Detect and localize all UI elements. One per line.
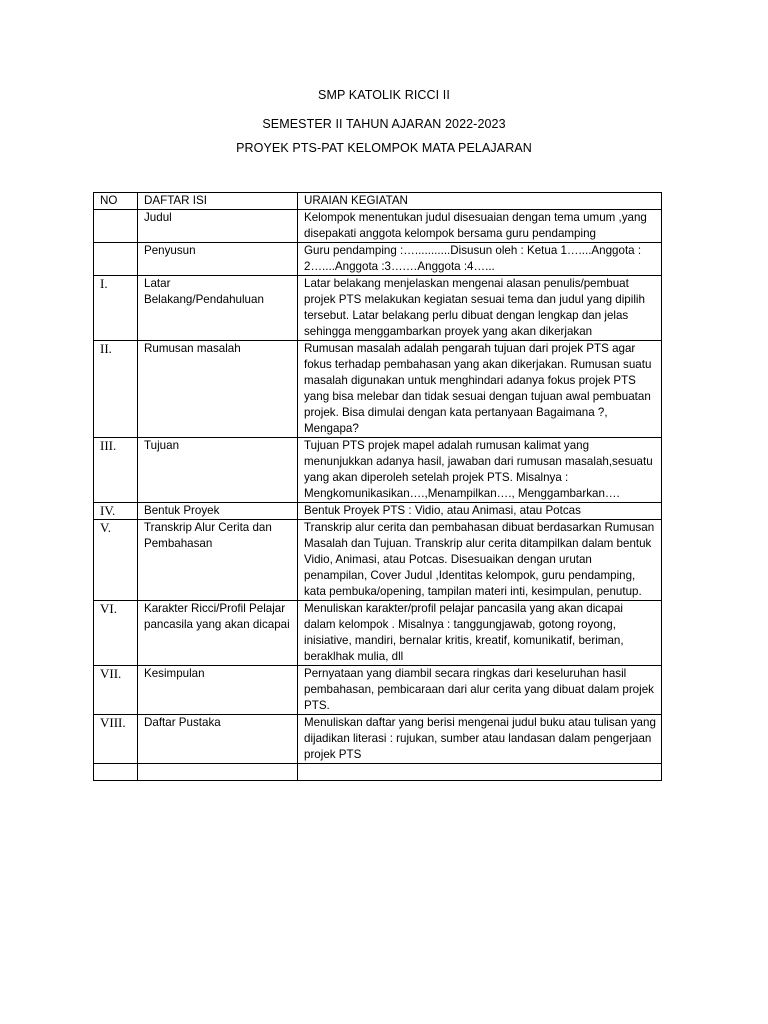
- row-section: Bentuk Proyek: [138, 503, 298, 520]
- column-header-uraian-kegiatan: URAIAN KEGIATAN: [298, 193, 662, 210]
- table-header-row: [94, 193, 662, 210]
- project-outline-table: [93, 192, 662, 781]
- table-row: [94, 341, 662, 438]
- project-title: PROYEK PTS-PAT KELOMPOK MATA PELAJARAN: [236, 141, 532, 155]
- table-row: [94, 210, 662, 243]
- semester-title: SEMESTER II TAHUN AJARAN 2022-2023: [262, 117, 506, 131]
- row-description: Pernyataan yang diambil secara ringkas dari keseluruhan hasil pembahasan, pembicaraan dari alur cerita yang dibuat dalam projek PTS.: [298, 666, 662, 715]
- row-number: II.: [94, 341, 138, 438]
- row-section: Karakter Ricci/Profil Pelajar pancasila yang akan dicapai: [138, 601, 298, 666]
- row-number: [94, 243, 138, 276]
- row-number: IV.: [94, 503, 138, 520]
- school-name: SMP KATOLIK RICCI II: [318, 88, 450, 102]
- row-description: Guru pendamping :…...........Disusun oleh : Ketua 1…....Anggota : 2…....Anggota :3….…Anggota :4…...: [298, 243, 662, 276]
- row-section: Latar Belakang/Pendahuluan: [138, 276, 298, 341]
- row-number: V.: [94, 520, 138, 601]
- row-section: Rumusan masalah: [138, 341, 298, 438]
- row-number: [94, 764, 138, 781]
- row-description: Bentuk Proyek PTS : Vidio, atau Animasi, atau Potcas: [298, 503, 662, 520]
- row-section: Daftar Pustaka: [138, 715, 298, 764]
- row-number: I.: [94, 276, 138, 341]
- row-description: Kelompok menentukan judul disesuaian dengan tema umum ,yang disepakati anggota kelompok bersama guru pendamping: [298, 210, 662, 243]
- row-description: Tujuan PTS projek mapel adalah rumusan kalimat yang menunjukkan adanya hasil, jawaban dari rumusan masalah,sesuatu yang akan diperoleh setelah projek PTS. Misalnya : Mengkomunikasikan….,Menampilkan…., Menggambarkan….: [298, 438, 662, 503]
- row-description: Menuliskan daftar yang berisi mengenai judul buku atau tulisan yang dijadikan literasi : rujukan, sumber atau landasan dalam pengerjaan projek PTS: [298, 715, 662, 764]
- row-number: VI.: [94, 601, 138, 666]
- table-row: [94, 276, 662, 341]
- row-section: [138, 764, 298, 781]
- row-number: III.: [94, 438, 138, 503]
- row-section: Tujuan: [138, 438, 298, 503]
- row-number: [94, 210, 138, 243]
- row-number: VIII.: [94, 715, 138, 764]
- row-section: Transkrip Alur Cerita dan Pembahasan: [138, 520, 298, 601]
- row-section: Judul: [138, 210, 298, 243]
- table-row: [94, 503, 662, 520]
- row-description: Transkrip alur cerita dan pembahasan dibuat berdasarkan Rumusan Masalah dan Tujuan. Transkrip alur cerita ditampilkan dalam bentuk Vidio, Animasi, atau Potcas. Disesuaikan dengan urutan penampilan, Cover Judul ,Identitas kelompok, guru pendamping, kata pembuka/opening, tampilan materi inti, kesimpulan, penutup.: [298, 520, 662, 601]
- table-row: [94, 666, 662, 715]
- table-row: [94, 243, 662, 276]
- row-description: Rumusan masalah adalah pengarah tujuan dari projek PTS agar fokus terhadap pembahasan yang akan dikerjakan. Rumusan suatu masalah digunakan untuk menghindari adanya fokus projek PTS yang bisa melebar dan tidak sesuai dengan tujuan awal pembuatan projek. Bisa dimulai dengan kata pertanyaan Bagaimana ?, Mengapa?: [298, 341, 662, 438]
- table-row: [94, 520, 662, 601]
- row-section: Kesimpulan: [138, 666, 298, 715]
- row-description: [298, 764, 662, 781]
- column-header-no: NO: [94, 193, 138, 210]
- row-section: Penyusun: [138, 243, 298, 276]
- row-description: Menuliskan karakter/profil pelajar pancasila yang akan dicapai dalam kelompok . Misalnya : tanggungjawab, gotong royong, inisiative, mandiri, bernalar kritis, kreatif, komunikatif, beriman, beraklhak mulia, dll: [298, 601, 662, 666]
- table-row-empty: [94, 764, 662, 781]
- column-header-daftar-isi: DAFTAR ISI: [138, 193, 298, 210]
- table-row: [94, 715, 662, 764]
- row-description: Latar belakang menjelaskan mengenai alasan penulis/pembuat projek PTS melakukan kegiatan sesuai tema dan judul yang dipilih tersebut. Latar belakang perlu dibuat dengan lengkap dan jelas sehingga menggambarkan proyek yang akan dikerjakan: [298, 276, 662, 341]
- table-row: [94, 438, 662, 503]
- row-number: VII.: [94, 666, 138, 715]
- table-row: [94, 601, 662, 666]
